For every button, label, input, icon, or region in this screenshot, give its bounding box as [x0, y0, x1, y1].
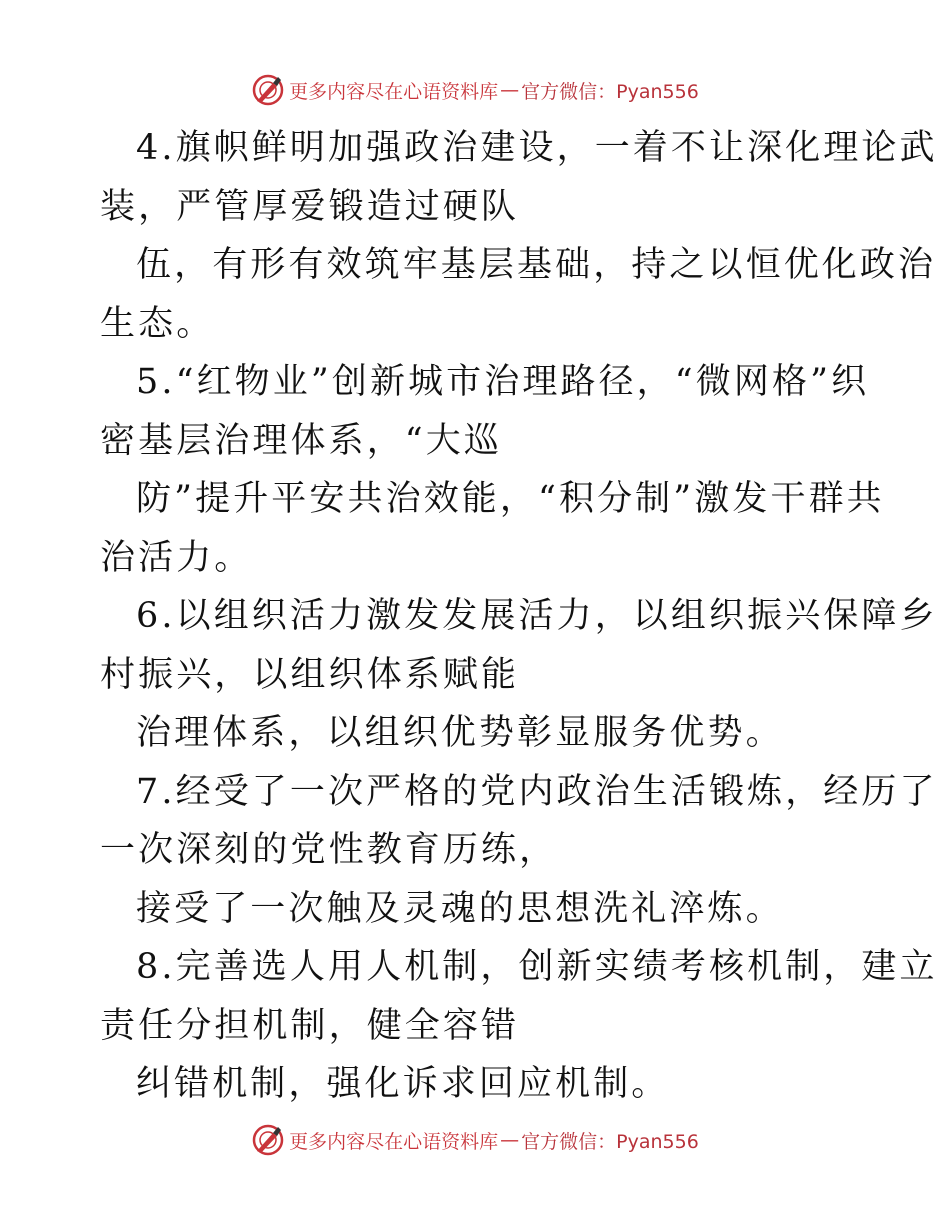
header-watermark-dash: — — [500, 79, 520, 101]
text-line: 纠错机制，强化诉求回应机制。 — [136, 1064, 670, 1104]
text-line: 8.完善选人用人机制，创新实绩考核机制，建立 — [136, 947, 938, 987]
footer-watermark-tail: 官方微信：Pyan556 — [521, 1130, 699, 1153]
text-line: 生态。 — [100, 304, 215, 344]
text-line: 接受了一次触及灵魂的思想洗礼淬炼。 — [136, 889, 784, 929]
footer-watermark-lead: 更多内容尽在心语资料库 — [289, 1130, 499, 1153]
text-line: 治活力。 — [100, 538, 253, 578]
text-line: 责任分担机制，健全容错 — [100, 1006, 520, 1046]
text-line: 4.旗帜鲜明加强政治建设，一着不让深化理论武 — [136, 128, 938, 168]
text-line: 5.“红物业”创新城市治理路径，“微网格”织 — [136, 362, 870, 402]
text-line: 一次深刻的党性教育历练， — [100, 830, 558, 870]
pen-logo-icon — [251, 1123, 285, 1157]
header-watermark-tail: 官方微信：Pyan556 — [521, 80, 699, 103]
text-line: 密基层治理体系，“大巡 — [100, 421, 502, 461]
footer-watermark — [0, 1123, 950, 1157]
text-line: 防”提升平安共治效能，“积分制”激发干群共 — [136, 479, 885, 519]
text-line: 伍，有形有效筑牢基层基础，持之以恒优化政治 — [136, 245, 937, 285]
text-line: 治理体系，以组织优势彰显服务优势。 — [136, 713, 784, 753]
text-line: 7.经受了一次严格的党内政治生活锻炼，经历了 — [136, 772, 938, 812]
text-line: 村振兴，以组织体系赋能 — [100, 655, 520, 695]
text-line: 6.以组织活力激发发展活力，以组织振兴保障乡 — [136, 596, 938, 636]
footer-watermark-dash: — — [500, 1129, 520, 1151]
header-watermark-lead: 更多内容尽在心语资料库 — [289, 80, 499, 103]
text-line: 装，严管厚爱锻造过硬队 — [100, 187, 520, 227]
